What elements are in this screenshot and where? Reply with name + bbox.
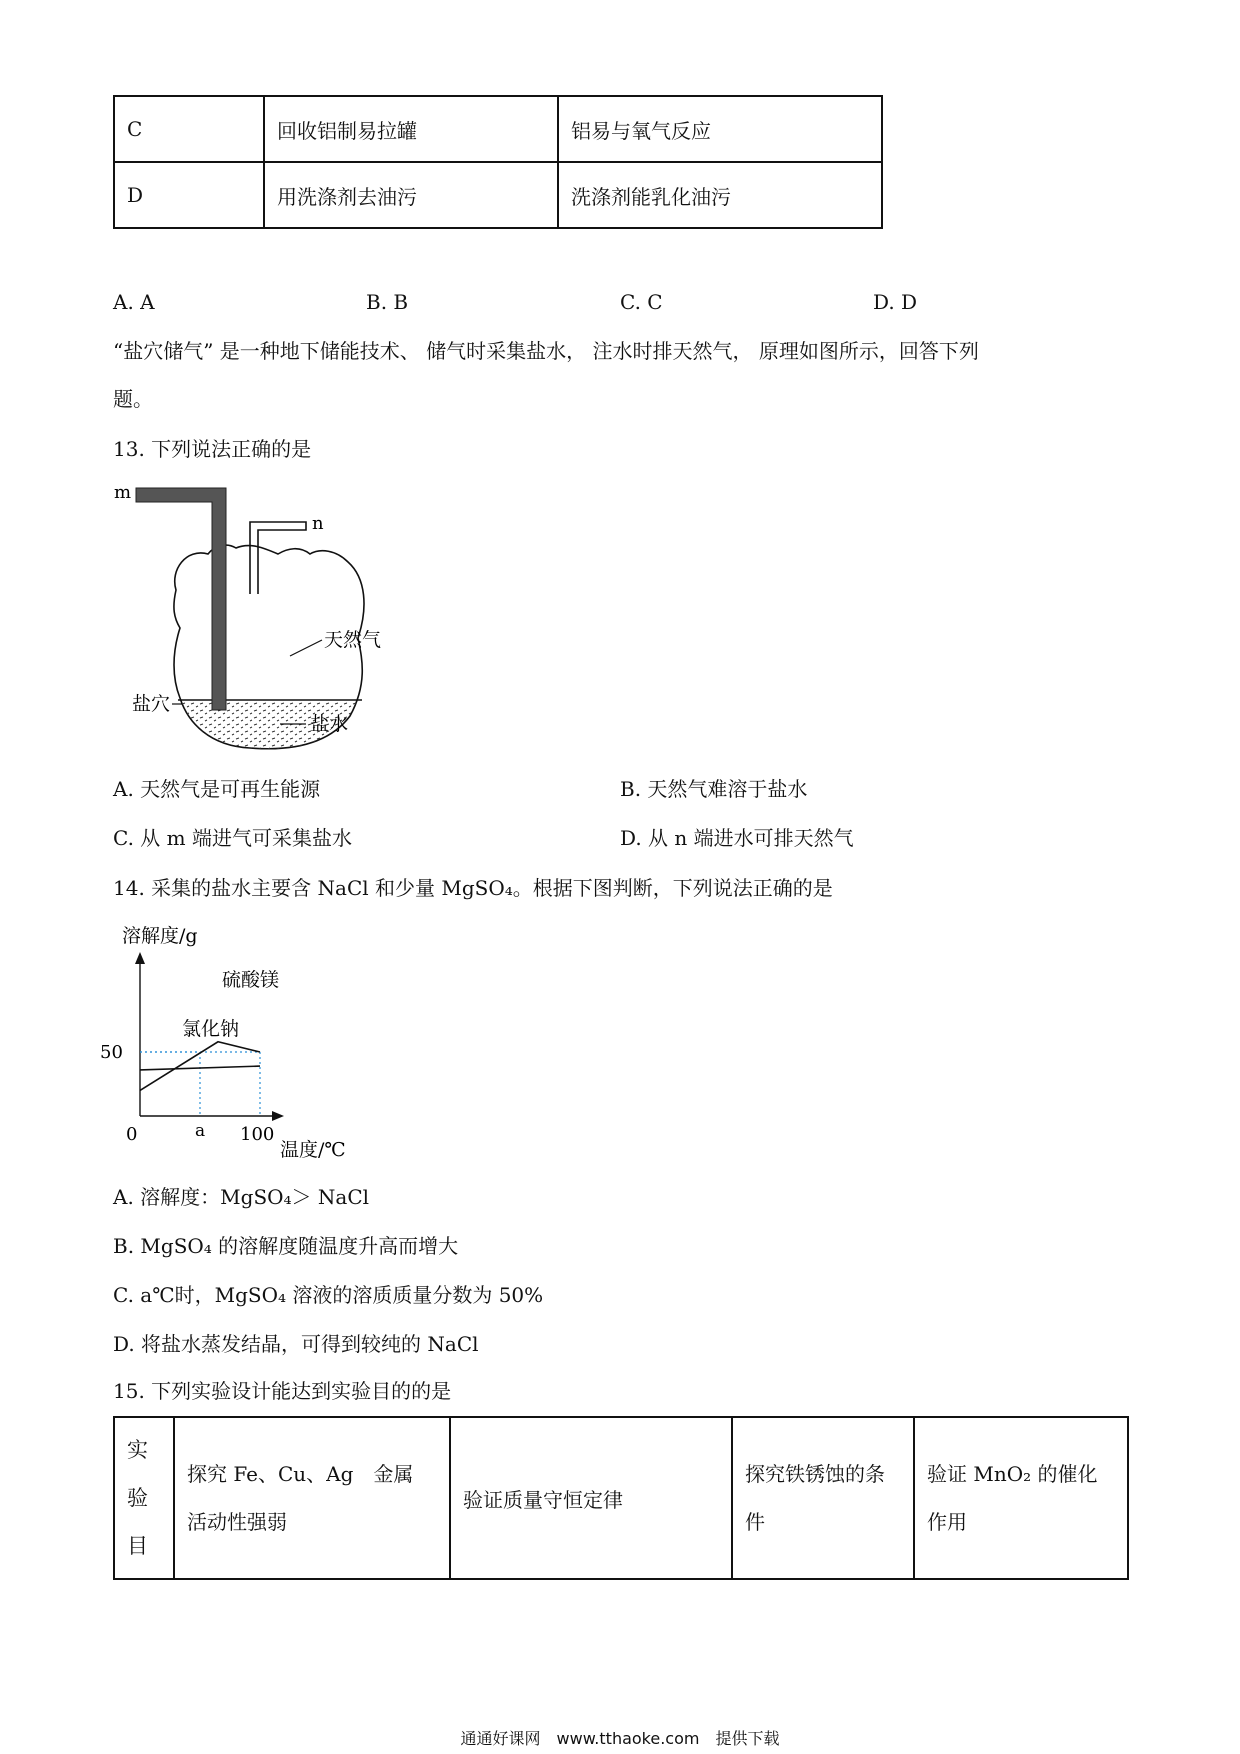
y-tick-label: 50	[100, 1042, 123, 1063]
experiment-table	[113, 1416, 1129, 1580]
table-row	[114, 162, 882, 228]
x-tick-label: a	[195, 1121, 206, 1141]
salt-cave-diagram	[100, 478, 420, 758]
q14-option-a: A. 溶解度：MgSO₄＞ NaCl	[113, 1185, 370, 1209]
y-axis-arrow	[135, 952, 145, 964]
option-d: D. D	[873, 290, 918, 314]
series-line-nacl	[140, 1066, 260, 1070]
row-reason: 洗涤剂能乳化油污	[558, 162, 882, 228]
series-label-mgso4: 硫酸镁	[222, 969, 280, 991]
series-label-nacl: 氯化钠	[182, 1018, 240, 1040]
intro-line-2: 题。	[113, 387, 153, 411]
pipe-m	[136, 488, 226, 710]
intro-line-1: “盐穴储气” 是一种地下储能技术、 储气时采集盐水， 注水时排天然气， 原理如图所示，回答下列	[113, 339, 979, 363]
label-m: m	[114, 482, 132, 503]
solubility-chart	[100, 918, 380, 1168]
q14-option-d: D. 将盐水蒸发结晶，可得到较纯的 NaCl	[113, 1332, 479, 1356]
row-label: C	[114, 96, 264, 162]
cell-mass: 验证质量守恒定律	[450, 1417, 732, 1579]
x-axis-label: 温度/℃	[280, 1139, 346, 1161]
pipe-n	[250, 522, 306, 594]
q13-option-a: A. 天然气是可再生能源	[113, 777, 321, 801]
x-tick-label: 0	[126, 1124, 138, 1145]
chart-body	[100, 952, 284, 1145]
option-a: A. A	[113, 290, 155, 314]
y-axis-label: 溶解度/g	[122, 925, 198, 947]
cell-mno2: 验证 MnO₂ 的催化 作用	[914, 1417, 1128, 1579]
table-row	[114, 96, 882, 162]
q13-option-b: B. 天然气难溶于盐水	[620, 777, 808, 801]
cell-activity: 探究 Fe、Cu、Ag 金属 活动性强弱	[174, 1417, 450, 1579]
label-brine: 盐水	[310, 713, 349, 735]
q13-stem: 13. 下列说法正确的是	[113, 437, 312, 461]
label-gas: 天然气	[324, 629, 382, 651]
label-cave: 盐穴	[132, 693, 171, 715]
header-cell: 实 验 目	[114, 1417, 174, 1579]
q14-option-c: C. a℃时，MgSO₄ 溶液的溶质质量分数为 50%	[113, 1283, 544, 1307]
row-reason: 铝易与氧气反应	[558, 96, 882, 162]
top-table	[113, 95, 883, 229]
q13-option-c: C. 从 m 端进气可采集盐水	[113, 826, 352, 850]
q14-option-b: B. MgSO₄ 的溶解度随温度升高而增大	[113, 1234, 459, 1258]
x-axis-arrow	[272, 1111, 284, 1121]
option-c: C. C	[620, 290, 663, 314]
row-label: D	[114, 162, 264, 228]
row-action: 用洗涤剂去油污	[264, 162, 558, 228]
row-action: 回收铝制易拉罐	[264, 96, 558, 162]
option-b: B. B	[366, 290, 409, 314]
q15-stem: 15. 下列实验设计能达到实验目的的是	[113, 1379, 452, 1403]
q14-stem: 14. 采集的盐水主要含 NaCl 和少量 MgSO₄。根据下图判断，下列说法正确的是	[113, 876, 833, 900]
footer: 通通好课网 www.tthaoke.com 提供下载	[460, 1729, 780, 1748]
cell-rust: 探究铁锈蚀的条 件	[732, 1417, 914, 1579]
x-tick-label: 100	[240, 1124, 275, 1145]
table-row	[114, 1417, 1128, 1579]
q13-option-d: D. 从 n 端进水可排天然气	[620, 826, 854, 850]
label-n: n	[312, 513, 324, 534]
